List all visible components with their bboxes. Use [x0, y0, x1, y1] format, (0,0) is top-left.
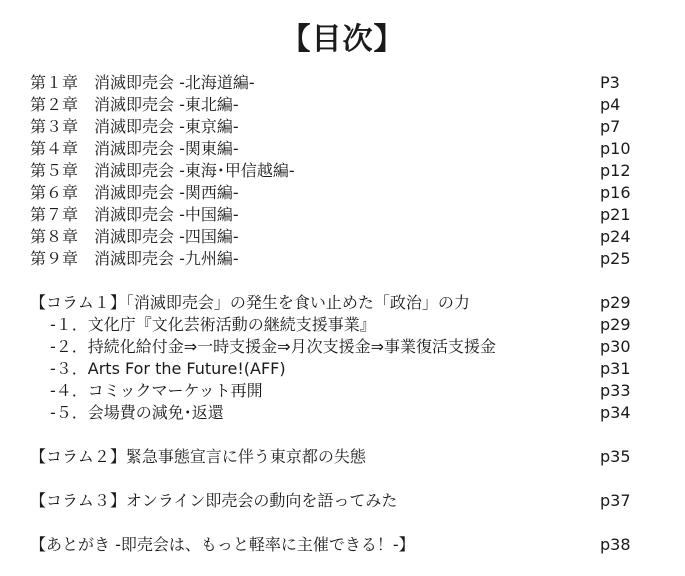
toc-column-1-item-1: [30, 314, 635, 336]
page-number: p30: [600, 337, 631, 356]
page-number: p29: [600, 293, 631, 312]
toc-chapter-9: [30, 248, 635, 270]
toc-chapter-3: [30, 116, 635, 138]
chapter-title: 第７章 消滅即売会 -中国編-: [30, 205, 239, 224]
toc-column-1: [30, 292, 635, 314]
page-number: p29: [600, 315, 631, 334]
page-number: p35: [600, 447, 631, 466]
toc-chapter-6: [30, 182, 635, 204]
page-number: p25: [600, 249, 631, 268]
chapter-title: 第４章 消滅即売会 -関東編-: [30, 139, 239, 158]
column-title: 【コラム２】緊急事態宣言に伴う東京都の失態: [30, 447, 366, 466]
toc-column-2: [30, 446, 635, 468]
chapter-title: 第３章 消滅即売会 -東京編-: [30, 117, 239, 136]
page-number: p21: [600, 205, 631, 224]
page-number: p16: [600, 183, 631, 202]
page-number: p33: [600, 381, 631, 400]
toc-column-1-item-2: [30, 336, 635, 358]
toc-column-1-item-3: [30, 358, 635, 380]
section-title: -１．文化庁『文化芸術活動の継続支援事業』: [50, 315, 376, 334]
page-number: p37: [600, 491, 631, 510]
page-number: p38: [600, 535, 631, 554]
toc-chapter-7: [30, 204, 635, 226]
column-title: 【コラム１】「消滅即売会」の発生を食い止めた「政治」の力: [30, 293, 470, 312]
chapter-title: 第１章 消滅即売会 -北海道編-: [30, 73, 255, 92]
section-title: -４．コミックマーケット再開: [50, 381, 263, 400]
toc-chapter-5: [30, 160, 635, 182]
page-number: p7: [600, 117, 621, 136]
toc-chapter-8: [30, 226, 635, 248]
page-number: p12: [600, 161, 631, 180]
column-title: 【コラム３】オンライン即売会の動向を語ってみた: [30, 491, 398, 510]
toc-column-1-item-4: [30, 380, 635, 402]
page-number: p34: [600, 403, 631, 422]
chapter-title: 第５章 消滅即売会 -東海･甲信越編-: [30, 161, 295, 180]
page-number: p24: [600, 227, 631, 246]
page-number: P3: [600, 73, 620, 92]
page-number: p31: [600, 359, 631, 378]
toc-chapter-4: [30, 138, 635, 160]
toc-chapter-2: [30, 94, 635, 116]
toc-column-1-item-5: [30, 402, 635, 424]
page-number: p10: [600, 139, 631, 158]
section-title: -３．Arts For the Future!(AFF): [50, 359, 286, 378]
page-number: p4: [600, 95, 621, 114]
section-title: -５．会場費の減免･返還: [50, 403, 224, 422]
toc-chapter-1: [30, 72, 635, 94]
afterword-title: 【あとがき -即売会は、もっと軽率に主催できる！-】: [30, 535, 415, 554]
toc-title: 【目次】: [280, 22, 405, 57]
chapter-title: 第８章 消滅即売会 -四国編-: [30, 227, 239, 246]
toc-afterword: [30, 534, 635, 556]
chapter-title: 第２章 消滅即売会 -東北編-: [30, 95, 239, 114]
chapter-title: 第６章 消滅即売会 -関西編-: [30, 183, 239, 202]
chapter-title: 第９章 消滅即売会 -九州編-: [30, 249, 239, 268]
toc-column-3: [30, 490, 635, 512]
section-title: -２．持続化給付金⇒一時支援金⇒月次支援金⇒事業復活支援金: [50, 337, 496, 356]
